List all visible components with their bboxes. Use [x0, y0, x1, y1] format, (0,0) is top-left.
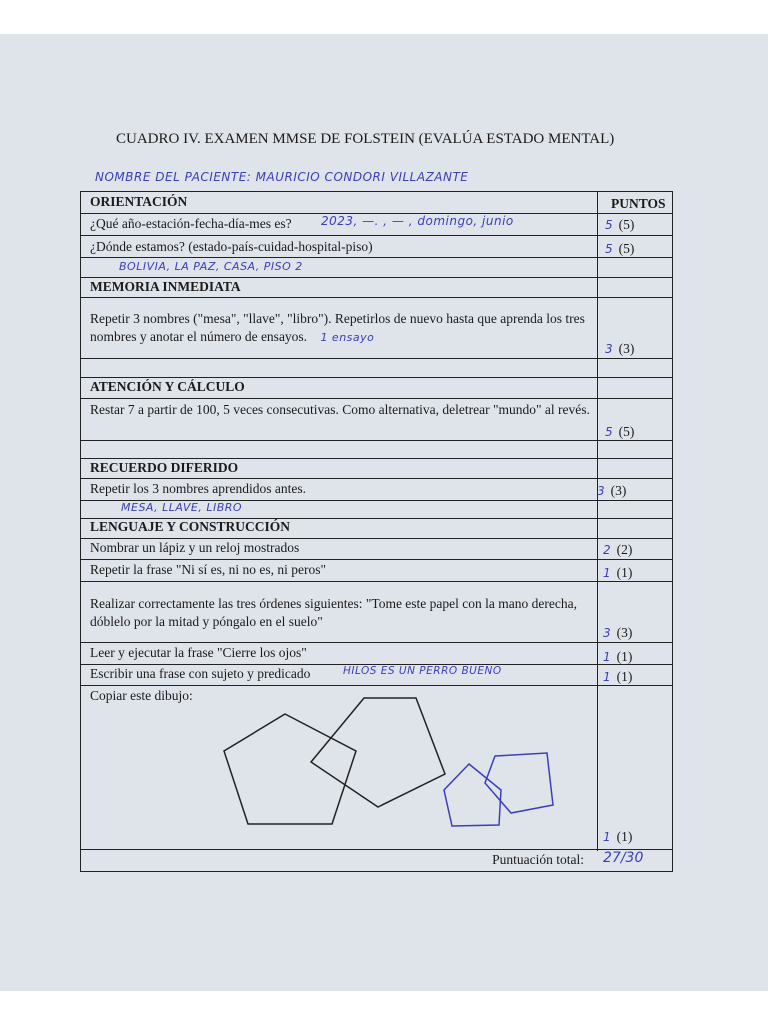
score-recall: 3 [597, 484, 605, 498]
score-read: 1 [603, 650, 611, 664]
question-recall: Repetir los 3 nombres aprendidos antes. [90, 481, 306, 496]
question-date: ¿Qué año-estación-fecha-día-mes es? [90, 216, 292, 231]
max-commands: (3) [616, 625, 633, 640]
max-read: (1) [616, 649, 633, 664]
orientation-row-date [81, 213, 672, 236]
form-title: CUADRO IV. EXAMEN MMSE DE FOLSTEIN (EVALÚA ESTADO MENTAL) [116, 131, 615, 147]
recall-header-row [81, 458, 672, 479]
max-date: (5) [618, 217, 635, 232]
question-place: ¿Dónde estamos? (estado-país-cuidad-hospital-piso) [90, 239, 373, 254]
score-copy: 1 [603, 830, 611, 844]
language-row-naming [81, 538, 672, 560]
language-row-repeat [81, 559, 672, 582]
question-memory [90, 310, 590, 347]
score-naming: 2 [603, 543, 611, 557]
model-pentagons [224, 698, 445, 824]
answer-recall: MESA, LLAVE, LIBRO [121, 501, 243, 514]
attention-header-row [81, 377, 672, 399]
max-memory: (3) [618, 341, 635, 356]
recall-row [81, 478, 672, 501]
patient-copy-pentagons [444, 753, 553, 826]
copy-pentagon-left [444, 764, 501, 826]
question-copy: Copiar este dibujo: [90, 688, 193, 703]
orientation-heading: ORIENTACIÓN [90, 194, 188, 209]
max-repeat: (1) [616, 565, 633, 580]
question-repeat: Repetir la frase "Ni sí es, ni no es, ni peros" [90, 562, 326, 577]
max-recall: (3) [610, 483, 627, 498]
answer-place: BOLIVIA, LA PAZ, CASA, PISO 2 [119, 260, 303, 273]
pentagons-drawing [211, 697, 581, 837]
recall-answer-row [81, 500, 672, 519]
max-write: (1) [616, 669, 633, 684]
language-row-copy [81, 685, 672, 850]
score-memory: 3 [605, 342, 613, 356]
score-repeat: 1 [603, 566, 611, 580]
answer-date: 2023, —. , — , domingo, junio [321, 214, 514, 228]
orientation-header-row [81, 192, 672, 214]
memory-header-row [81, 277, 672, 298]
score-write: 1 [603, 670, 611, 684]
question-naming: Nombrar un lápiz y un reloj mostrados [90, 540, 300, 555]
question-write: Escribir una frase con sujeto y predicado [90, 666, 311, 681]
patient-name-handwritten: NOMBRE DEL PACIENTE: MAURICIO CONDORI VILLAZANTE [95, 170, 469, 184]
language-heading: LENGUAJE Y CONSTRUCCIÓN [90, 519, 291, 534]
max-attention: (5) [618, 424, 635, 439]
attention-row [81, 398, 672, 441]
question-commands: Realizar correctamente las tres órdenes siguientes: "Tome este papel con la mano derecha, dóblelo por la mitad y póngalo en el suelo" [90, 596, 577, 629]
score-date: 5 [605, 218, 613, 232]
language-row-commands [81, 581, 672, 643]
attention-heading: ATENCIÓN Y CÁLCULO [90, 379, 245, 394]
spacer-row-1 [81, 358, 672, 378]
question-memory-text: Repetir 3 nombres ("mesa", "llave", "libro"). Repetirlos de nuevo hasta que aprenda los tres nombres y anotar el número de ensayos. [90, 311, 585, 344]
max-place: (5) [618, 241, 635, 256]
language-header-row [81, 518, 672, 539]
question-attention: Restar 7 a partir de 100, 5 veces consecutivas. Como alternativa, deletrear "mundo" al revés. [90, 402, 590, 417]
recall-heading: RECUERDO DIFERIDO [90, 460, 239, 475]
orientation-row-place [81, 235, 672, 258]
question-read: Leer y ejecutar la frase "Cierre los ojos" [90, 645, 307, 660]
model-pentagon-right [311, 698, 445, 807]
answer-write: HILOS ES UN PERRO BUENO [343, 665, 502, 677]
memory-row [81, 297, 672, 359]
score-place: 5 [605, 242, 613, 256]
language-row-read [81, 642, 672, 665]
spacer-row-2 [81, 440, 672, 459]
mmse-table [80, 191, 673, 872]
memory-heading: MEMORIA INMEDIATA [90, 279, 241, 294]
answer-memory: 1 ensayo [320, 331, 375, 344]
score-commands: 3 [603, 626, 611, 640]
max-copy: (1) [616, 829, 633, 844]
copy-pentagon-right [485, 753, 553, 813]
total-row [81, 849, 672, 871]
language-row-write [81, 664, 672, 686]
orientation-row-place-answer [81, 257, 672, 278]
total-label: Puntuación total: [492, 852, 584, 867]
max-naming: (2) [616, 542, 633, 557]
points-heading: PUNTOS [611, 196, 666, 211]
score-attention: 5 [605, 425, 613, 439]
total-score: 27/30 [603, 850, 644, 866]
